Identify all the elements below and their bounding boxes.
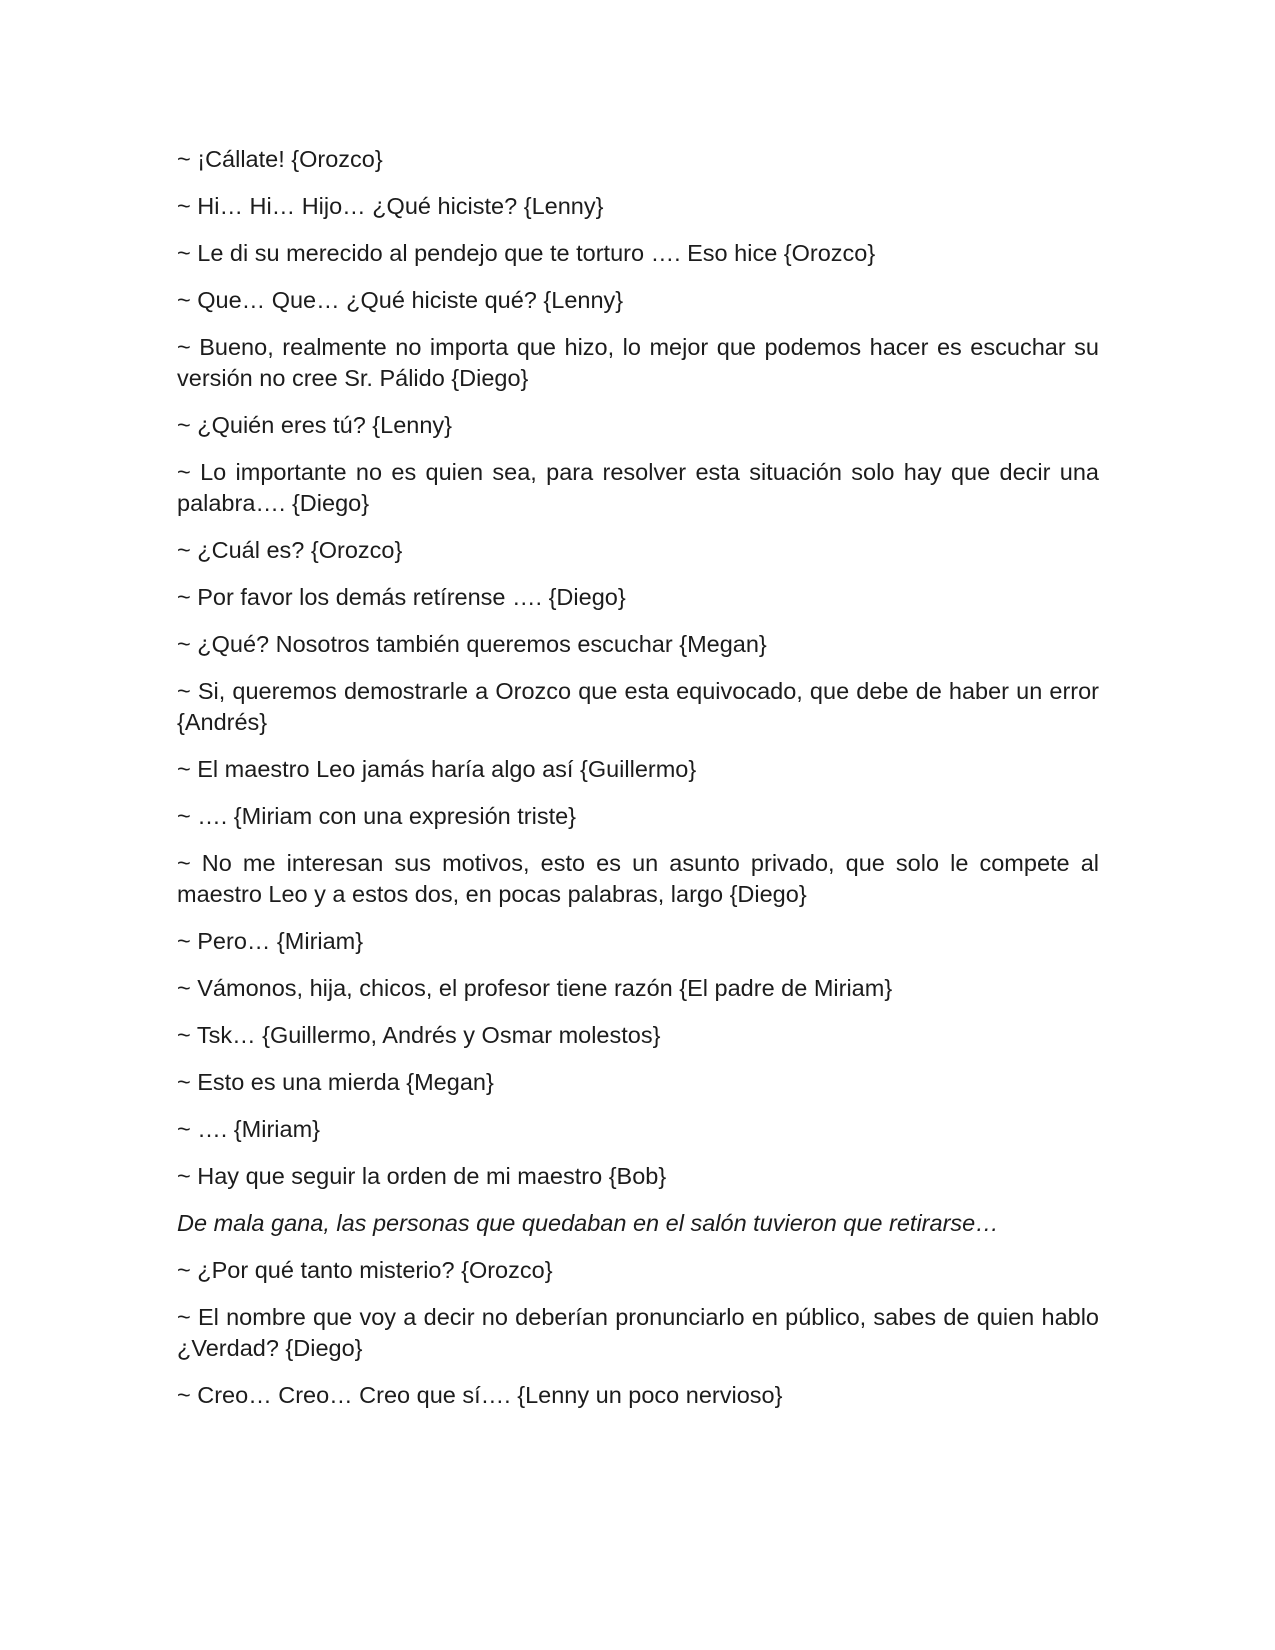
dialogue-line: ~ Esto es una mierda {Megan} xyxy=(177,1069,494,1095)
document-body xyxy=(177,144,1099,1427)
dialogue-line: ~ Hi… Hi… Hijo… ¿Qué hiciste? {Lenny} xyxy=(177,193,604,219)
dialogue-line: ~ ¿Qué? Nosotros también queremos escuchar {Megan} xyxy=(177,631,767,657)
dialogue-line: ~ ¿Cuál es? {Orozco} xyxy=(177,537,403,563)
dialogue-line: ~ …. {Miriam con una expresión triste} xyxy=(177,803,577,829)
dialogue-line: ~ Vámonos, hija, chicos, el profesor tiene razón {El padre de Miriam} xyxy=(177,975,893,1001)
dialogue-line: ~ Bueno, realmente no importa que hizo, lo mejor que podemos hacer es escuchar su versión no cree Sr. Pálido {Diego} xyxy=(177,334,1099,391)
dialogue-line: ~ Hay que seguir la orden de mi maestro {Bob} xyxy=(177,1163,667,1189)
dialogue-line: ~ No me interesan sus motivos, esto es un asunto privado, que solo le compete al maestro Leo y a estos dos, en pocas palabras, largo {Diego} xyxy=(177,850,1099,907)
dialogue-line: ~ Por favor los demás retírense …. {Diego} xyxy=(177,584,626,610)
dialogue-line: ~ ¿Por qué tanto misterio? {Orozco} xyxy=(177,1257,553,1283)
dialogue-line: ~ Le di su merecido al pendejo que te torturo …. Eso hice {Orozco} xyxy=(177,240,876,266)
narration-paragraph: De mala gana, las personas que quedaban en el salón tuvieron que retirarse… xyxy=(177,1210,999,1236)
dialogue-line: ~ Si, queremos demostrarle a Orozco que esta equivocado, que debe de haber un error {Andrés} xyxy=(177,678,1099,735)
dialogue-line: ~ El nombre que voy a decir no deberían pronunciarlo en público, sabes de quien hablo ¿Verdad? {Diego} xyxy=(177,1304,1099,1361)
dialogue-line: ~ El maestro Leo jamás haría algo así {Guillermo} xyxy=(177,756,697,782)
dialogue-line: ~ Que… Que… ¿Qué hiciste qué? {Lenny} xyxy=(177,287,624,313)
dialogue-line: ~ ¿Quién eres tú? {Lenny} xyxy=(177,412,453,438)
dialogue-line: ~ ¡Cállate! {Orozco} xyxy=(177,146,383,172)
dialogue-line: ~ Pero… {Miriam} xyxy=(177,928,364,954)
dialogue-line: ~ Lo importante no es quien sea, para resolver esta situación solo hay que decir una palabra…. {Diego} xyxy=(177,459,1099,516)
dialogue-line: ~ …. {Miriam} xyxy=(177,1116,320,1142)
dialogue-line: ~ Creo… Creo… Creo que sí…. {Lenny un poco nervioso} xyxy=(177,1382,783,1408)
dialogue-line: ~ Tsk… {Guillermo, Andrés y Osmar molestos} xyxy=(177,1022,661,1048)
